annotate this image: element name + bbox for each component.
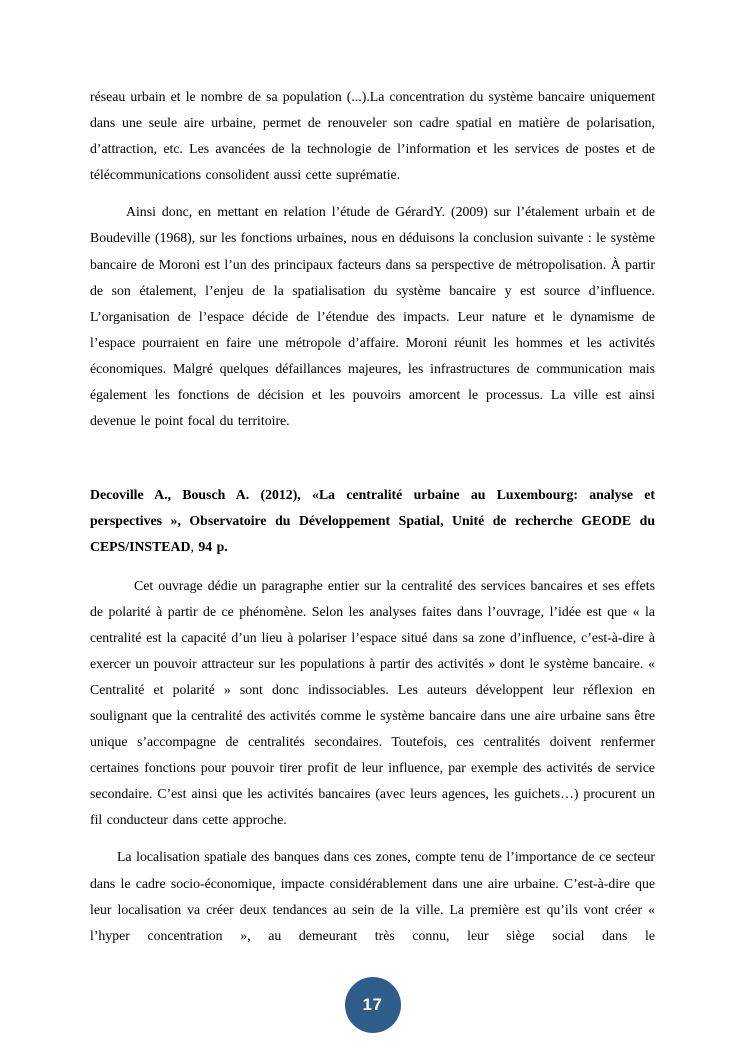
page-body bbox=[90, 84, 655, 960]
citation-separator: , bbox=[190, 539, 199, 555]
paragraph-reseau-urbain: réseau urbain et le nombre de sa population (...).La concentration du système bancaire uniquement dans une seule aire urbaine, permet de renouveler son cadre spatial en matière de polarisation, d’attraction, etc. Les avancées de la technologie de l’information et les services de postes et de télécommunications consolident aussi cette suprématie. bbox=[90, 89, 655, 183]
citation-decoville bbox=[90, 482, 655, 560]
citation-main-text: Decoville A., Bousch A. (2012), «La centralité urbaine au Luxembourg: analyse et perspectives », Observatoire du Développement Spatial, Unité de recherche GEODE du CEPS/INSTEAD bbox=[90, 487, 655, 555]
page-number: 17 bbox=[362, 995, 383, 1014]
paragraph-cet-ouvrage: Cet ouvrage dédie un paragraphe entier sur la centralité des services bancaires et ses effets de polarité à partir de ce phénomène. Selon les analyses faites dans l’ouvrage, l’idée est que « la centralité est la capacité d’un lieu à polariser l’espace situé dans sa zone d’influence, c’est-à-dire à exercer un pouvoir attracteur sur les populations à partir des activités » dont le système bancaire. « Centralité et polarité » sont donc indissociables. Les auteurs développent leur réflexion en soulignant que la centralité des activités comme le système bancaire dans une aire urbaine sans être unique s’accompagne de centralités secondaires. Toutefois, ces centralités doivent renfermer certaines fonctions pour pouvoir tirer profit de leur influence, par exemple des activités de service secondaire. C’est ainsi que les activités bancaires (avec leurs agences, les guichets…) procurent un fil conducteur dans cette approche. bbox=[90, 577, 655, 828]
page-number-badge bbox=[345, 977, 401, 1033]
citation-page-count: 94 p. bbox=[198, 539, 228, 555]
paragraph-ainsi-donc: Ainsi donc, en mettant en relation l’étude de GérardY. (2009) sur l’étalement urbain et de Boudeville (1968), sur les fonctions urbaines, nous en déduisons la conclusion suivante : le système bancaire de Moroni est l’un des principaux facteurs dans sa perspective de métropolisation. À partir de son étalement, l’enjeu de la spatialisation du système bancaire y est source d’influence. L’organisation de l’espace décide de l’étendue des impacts. Leur nature et le dynamisme de l’espace pourraient en faire une métropole d’affaire. Moroni réunit les hommes et les activités économiques. Malgré quelques défaillances majeures, les infrastructures de communication mais également les fonctions de décision et les pouvoirs amorcent le processus. La ville est ainsi devenue le point focal du territoire. bbox=[90, 204, 656, 429]
paragraph-la-localisation: La localisation spatiale des banques dans ces zones, compte tenu de l’importance de ce secteur dans le cadre socio-économique, impacte considérablement dans une aire urbaine. C’est-à-dire que leur localisation va créer deux tendances au sein de la ville. La première est qu’ils vont créer « l’hyper concentration », au demeurant très connu, leur siège social dans le bbox=[90, 849, 655, 943]
